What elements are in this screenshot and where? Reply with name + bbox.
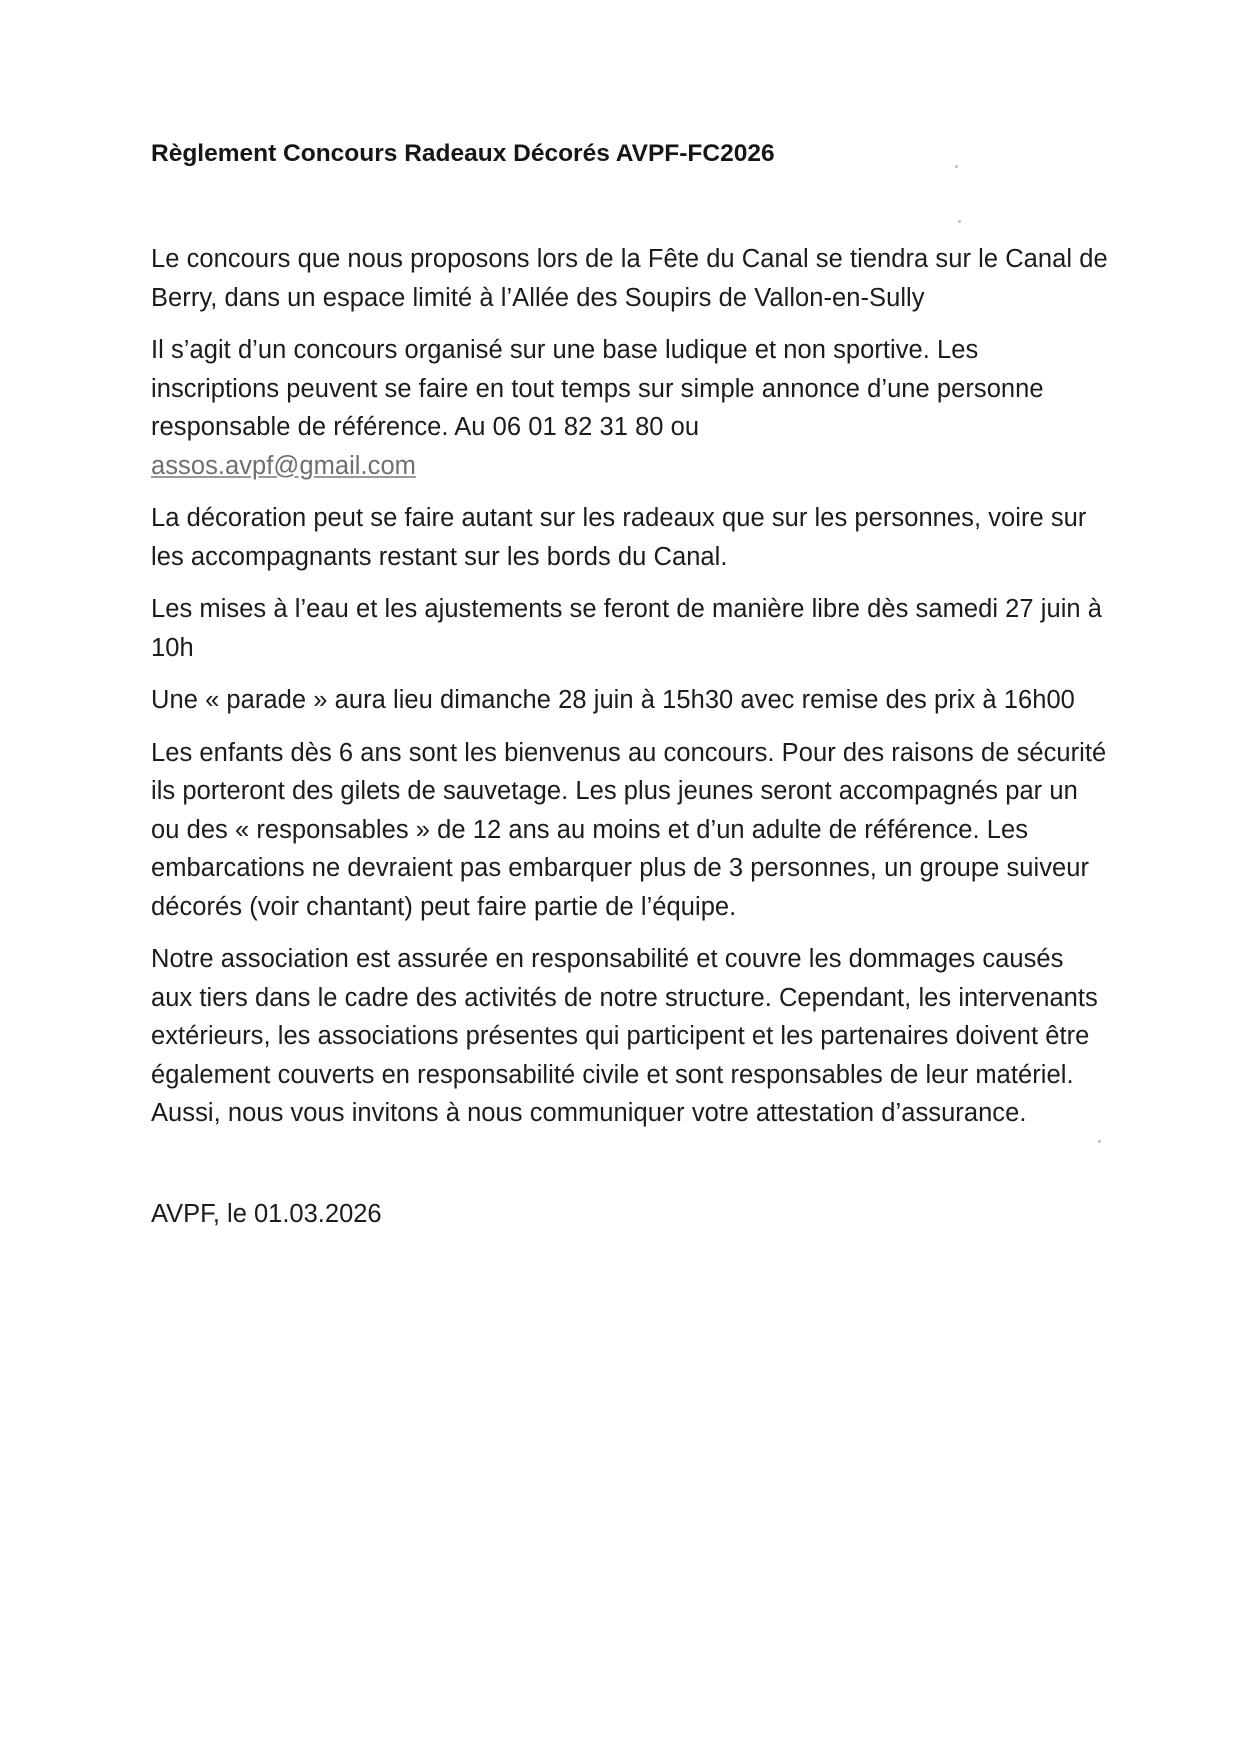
- paragraph-launch: Les mises à l’eau et les ajustements se feront de manière libre dès samedi 27 juin à 10h: [151, 595, 1103, 662]
- paragraph-insurance: Notre association est assurée en responsabilité et couvre les dommages causés aux tiers dans le cadre des activités de notre structure. Cependant, les intervenants extérieurs, les associations présentes qui participent et les partenaires doivent être également couverts en responsabilité civile et sont responsables de leur matériel. Aussi, nous vous invitons à nous communiquer votre attestation d’assurance.: [151, 945, 1098, 1127]
- paragraph-parade: Une « parade » aura lieu dimanche 28 juin à 15h30 avec remise des prix à 16h00: [151, 686, 1075, 714]
- scan-speck: [1098, 1140, 1101, 1143]
- document-page: [151, 138, 1111, 1233]
- email-link[interactable]: assos.avpf@gmail.com: [151, 451, 416, 480]
- paragraph-decoration: La décoration peut se faire autant sur les radeaux que sur les personnes, voire sur les accompagnants restant sur les bords du Canal.: [151, 504, 1087, 571]
- document-title: Règlement Concours Radeaux Décorés AVPF-FC2026: [151, 140, 775, 167]
- scan-speck: [955, 165, 958, 168]
- paragraph-registration: [151, 331, 1111, 485]
- paragraph-children: Les enfants dès 6 ans sont les bienvenus au concours. Pour des raisons de sécurité ils porteront des gilets de sauvetage. Les plus jeunes seront accompagnés par un ou des « responsables » de 12 ans au moins et d’un adulte de référence. Les embarcations ne devraient pas embarquer plus de 3 personnes, un groupe suiveur décorés (voir chantant) peut faire partie de l’équipe.: [151, 738, 1107, 921]
- scan-speck: [958, 220, 961, 223]
- paragraph-location: Le concours que nous proposons lors de la Fête du Canal se tiendra sur le Canal de Berry, dans un espace limité à l’Allée des Soupirs de Vallon-en-Sully: [151, 245, 1108, 312]
- signature-line: AVPF, le 01.03.2026: [151, 1199, 382, 1228]
- registration-text: Il s’agit d’un concours organisé sur une base ludique et non sportive. Les inscriptions peuvent se faire en tout temps sur simple annonce d’une personne responsable de référence. Au 06 01 82 31 80 ou: [151, 336, 1044, 441]
